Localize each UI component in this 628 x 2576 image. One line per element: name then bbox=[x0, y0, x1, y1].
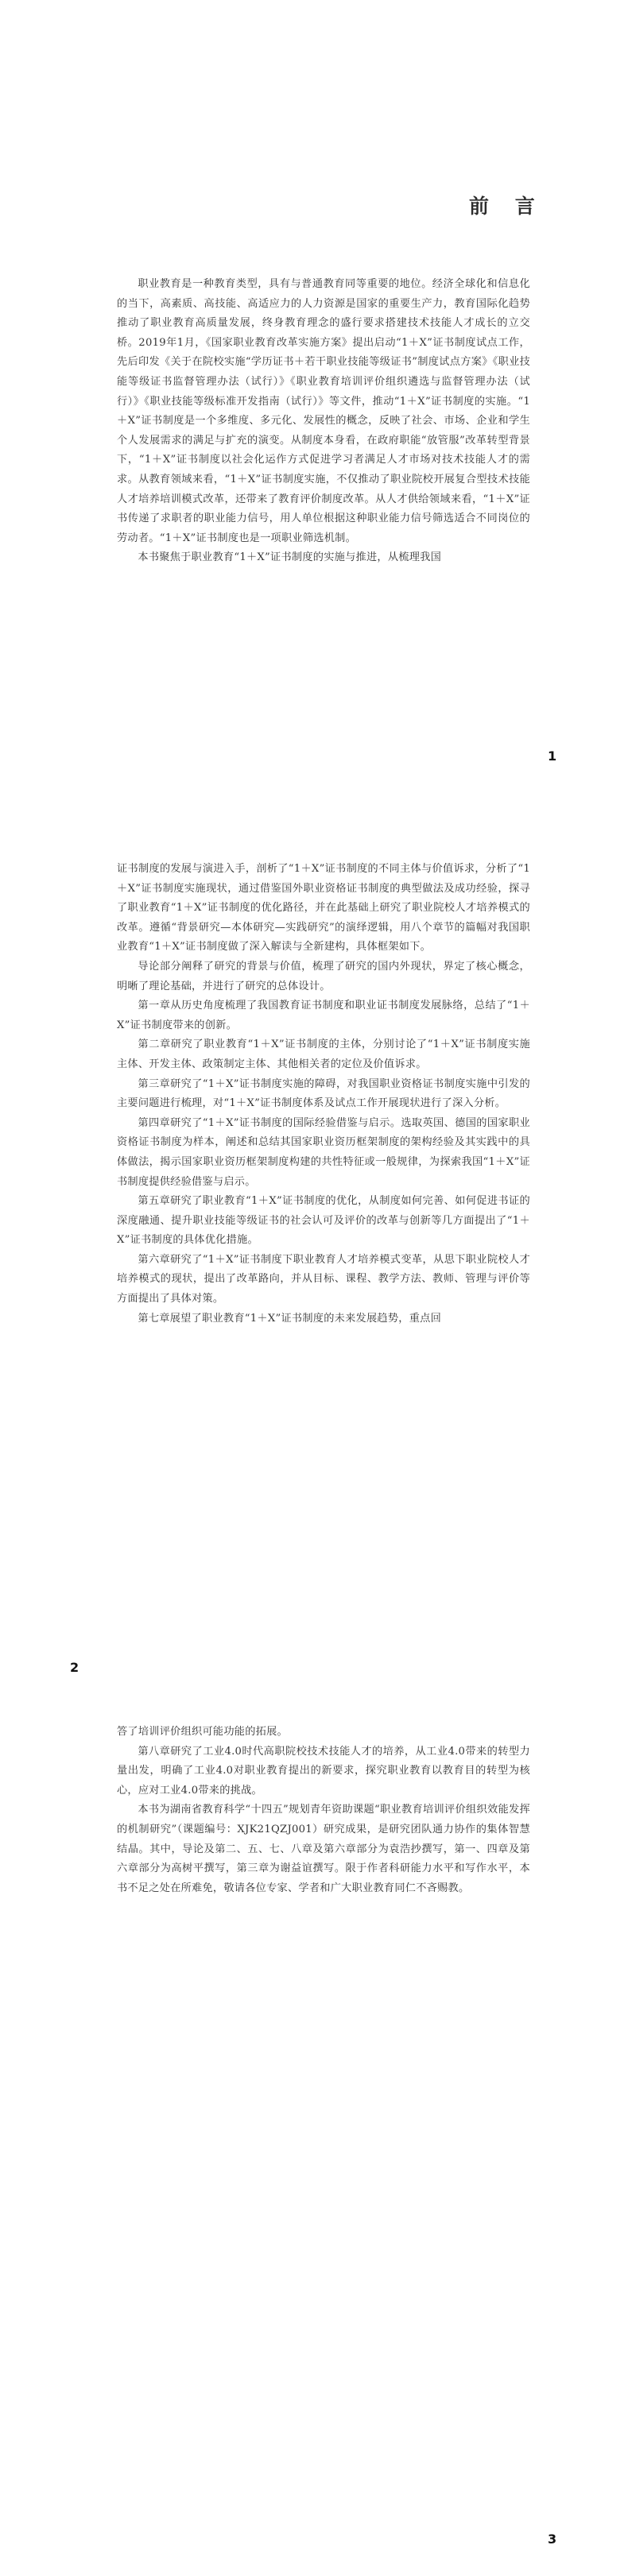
paragraph: 答了培训评价组织可能功能的拓展。 bbox=[117, 1726, 288, 1738]
paragraph: 证书制度的发展与演进入手，剖析了“1＋X”证书制度的不同主体与价值诉求，分析了“1＋X”证书制度实施现状，通过借鉴国外职业资格证书制度的典型做法及成功经验，探寻了职业教育“1＋X”证书制度的优化路径，并在此基础上研究了职业院校人才培养模式的改革。遵循“背景研究—本体研究—实践研究”的演绎逻辑，用八个章节的篇幅对我国职业教育“1＋X”证书制度做了深入解读与全新建构，具体框架如下。 bbox=[117, 863, 530, 953]
page-number: 1 bbox=[548, 748, 557, 764]
paragraph: 第一章从历史角度梳理了我国教育证书制度和职业证书制度发展脉络，总结了“1＋X”证书制度带来的创新。 bbox=[117, 1000, 530, 1031]
page-3-body bbox=[117, 1723, 530, 1898]
paragraph: 本书聚焦于职业教育“1＋X”证书制度的实施与推进，从梳理我国 bbox=[138, 551, 442, 564]
page-title: 前 言 bbox=[469, 195, 545, 218]
page-number: 2 bbox=[70, 1660, 79, 1675]
paragraph: 职业教育是一种教育类型，具有与普通教育同等重要的地位。经济全球化和信息化的当下，高素质、高技能、高适应力的人力资源是国家的重要生产力，教育国际化趋势推动了职业教育高质量发展，终身教育理念的盛行要求搭建技术技能人才成长的立交桥。2019年1月，《国家职业教育改革实施方案》提出启动“1＋X”证书制度试点工作，先后印发《关于在院校实施“学历证书＋若干职业技能等级证书”制度试点方案》《职业技能等级证书监督管理办法（试行）》《职业教育培训评价组织遴选与监督管理办法（试行）》《职业技能等级标准开发指南（试行）》等文件，推动“1＋X”证书制度的实施。“1＋X”证书制度是一个多维度、多元化、发展性的概念，反映了社会、市场、企业和学生个人发展需求的满足与扩充的演变。从制度本身看，在政府职能“放管服”改革转型背景下，“1＋X”证书制度以社会化运作方式促进学习者满足人才市场对技术技能人才的需求。从教育领域来看，“1＋X”证书制度实施，不仅推动了职业院校开展复合型技术技能人才培养培训模式改革，还带来了教育评价制度改革。从人才供给领域来看，“1＋X”证书传递了求职者的职业能力信号，用人单位根据这种职业能力信号筛选适合不同岗位的劳动者。“1＋X”证书制度也是一项职业筛选机制。 bbox=[117, 278, 530, 544]
paragraph: 第二章研究了职业教育“1＋X”证书制度的主体，分别讨论了“1＋X”证书制度实施主体、开发主体、政策制定主体、其他相关者的定位及价值诉求。 bbox=[117, 1039, 530, 1070]
paragraph: 本书为湖南省教育科学“十四五”规划青年资助课题“职业教育培训评价组织效能发挥的机制研究”（课题编号：XJK21QZJ001）研究成果，是研究团队通力协作的集体智慧结晶。其中，导论及第二、五、七、八章及第六章部分为袁浩抄撰写，第一、四章及第六章部分为高树平撰写，第三章为谢益谊撰写。限于作者科研能力水平和写作水平，本书不足之处在所难免，敬请各位专家、学者和广大职业教育同仁不吝赐教。 bbox=[117, 1804, 530, 1894]
paragraph: 第五章研究了职业教育“1＋X”证书制度的优化，从制度如何完善、如何促进书证的深度融通、提升职业技能等级证书的社会认可及评价的改革与创新等几方面提出了“1＋X”证书制度的具体优化措施。 bbox=[117, 1195, 530, 1247]
page-3 bbox=[0, 1716, 628, 2576]
paragraph: 第六章研究了“1＋X”证书制度下职业教育人才培养模式变革，从思下职业院校人才培养模式的现状，提出了改革路向，并从目标、课程、教学方法、教师、管理与评价等方面提出了具体对策。 bbox=[117, 1253, 530, 1305]
paragraph: 第七章展望了职业教育“1＋X”证书制度的未来发展趋势，重点回 bbox=[138, 1312, 442, 1325]
paragraph: 导论部分阐释了研究的背景与价值，梳理了研究的国内外现状，界定了核心概念，明晰了理论基础，并进行了研究的总体设计。 bbox=[117, 960, 530, 992]
page-2-body bbox=[117, 860, 530, 1329]
page-1-body bbox=[117, 275, 530, 568]
page-number: 3 bbox=[548, 2532, 557, 2547]
page-2 bbox=[0, 858, 628, 1716]
paragraph: 第八章研究了工业4.0时代高职院校技术技能人才的培养，从工业4.0带来的转型力量出发，明确了工业4.0对职业教育提出的新要求，探究职业教育以教育目的转型为核心，应对工业4.0带来的挑战。 bbox=[117, 1745, 530, 1797]
paragraph: 第四章研究了“1＋X”证书制度的国际经验借鉴与启示。选取英国、德国的国家职业资格证书制度为样本，阐述和总结其国家职业资历框架制度的架构经验及其实践中的具体做法，揭示国家职业资历框架制度构建的共性特征或一般规律，为探索我国“1＋X”证书制度提供经验借鉴与启示。 bbox=[117, 1116, 530, 1188]
paragraph: 第三章研究了“1＋X”证书制度实施的障碍，对我国职业资格证书制度实施中引发的主要问题进行梳理，对“1＋X”证书制度体系及试点工作开展现状进行了深入分析。 bbox=[117, 1077, 530, 1110]
page-1 bbox=[0, 0, 628, 858]
